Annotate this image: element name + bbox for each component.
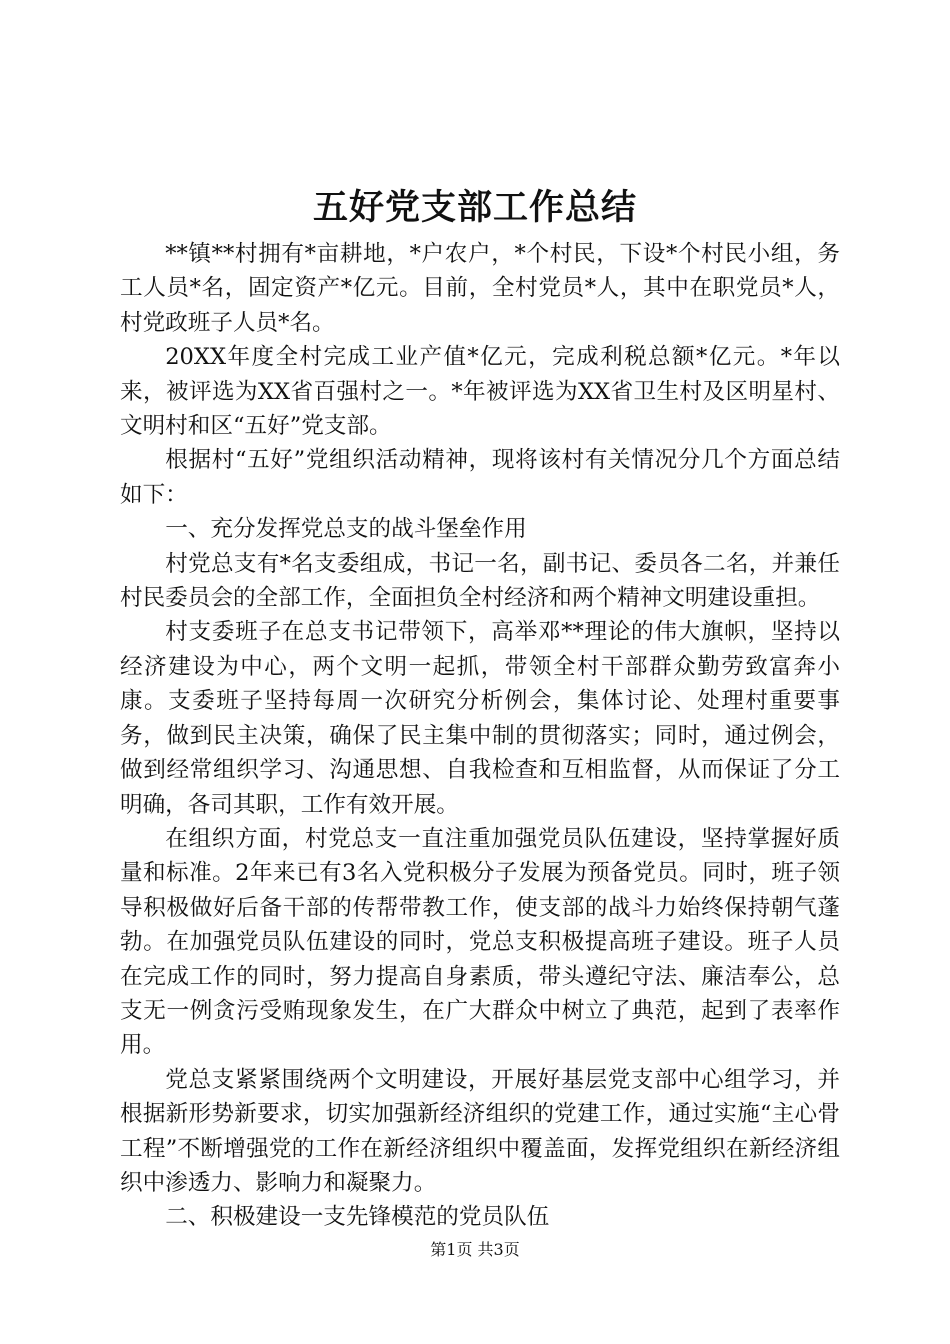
section-heading-2: 二、积极建设一支先锋模范的党员队伍 — [165, 1204, 550, 1231]
paragraph-branch-composition: 村党总支有*名支委组成，书记一名，副书记、委员各二名，并兼任村民委员会的全部工作，全面担负全村经济和两个精神文明建设重担。 — [120, 550, 840, 612]
paragraph-achievements: 20XX年度全村完成工业产值*亿元，完成利税总额*亿元。*年以来，被评选为XX省百强村之一。*年被评选为XX省卫生村及区明星村、文明村和区“五好”党支部。 — [120, 344, 840, 440]
paragraph-summary-lead: 根据村“五好”党组织活动精神，现将该村有关情况分几个方面总结如下： — [120, 447, 840, 508]
section-heading-1: 一、充分发挥党总支的战斗堡垒作用 — [165, 516, 527, 543]
paragraph-organization: 在组织方面，村党总支一直注重加强党员队伍建设，坚持掌握好质量和标准。2年来已有3名入党积极分子发展为预备党员。同时，班子领导积极做好后备干部的传帮带教工作，使支部的战斗力始终保持朝气蓬勃。在加强党员队伍建设的同时，党总支积极提高班子建设。班子人员在完成工作的同时，努力提高自身素质，带头遵纪守法、廉洁奉公，总支无一例贪污受贿现象发生，在广大群众中树立了典范，起到了表率作用。 — [120, 825, 840, 1059]
paragraph-party-building: 党总支紧紧围绕两个文明建设，开展好基层党支部中心组学习，并根据新形势新要求，切实加强新经济组织的党建工作，通过实施“主心骨工程”不断增强党的工作在新经济组织中覆盖面，发挥党组织在新经济组织中渗透力、影响力和凝聚力。 — [120, 1066, 840, 1196]
document-title: 五好党支部工作总结 — [312, 187, 637, 228]
page-footer: 第1页 共3页 — [430, 1240, 520, 1259]
document-body — [120, 237, 840, 1235]
paragraph-branch-leadership: 村支委班子在总支书记带领下，高举邓**理论的伟大旗帜，坚持以经济建设为中心，两个文明一起抓，带领全村干部群众勤劳致富奔小康。支委班子坚持每周一次研究分析例会，集体讨论、处理村重要事务，做到民主决策，确保了民主集中制的贯彻落实；同时，通过例会，做到经常组织学习、沟通思想、自我检查和互相监督，从而保证了分工明确，各司其职，工作有效开展。 — [120, 619, 840, 818]
paragraph-intro: **镇**村拥有*亩耕地，*户农户，*个村民，下设*个村民小组，务工人员*名，固定资产*亿元。目前，全村党员*人，其中在职党员*人，村党政班子人员*名。 — [120, 241, 840, 336]
